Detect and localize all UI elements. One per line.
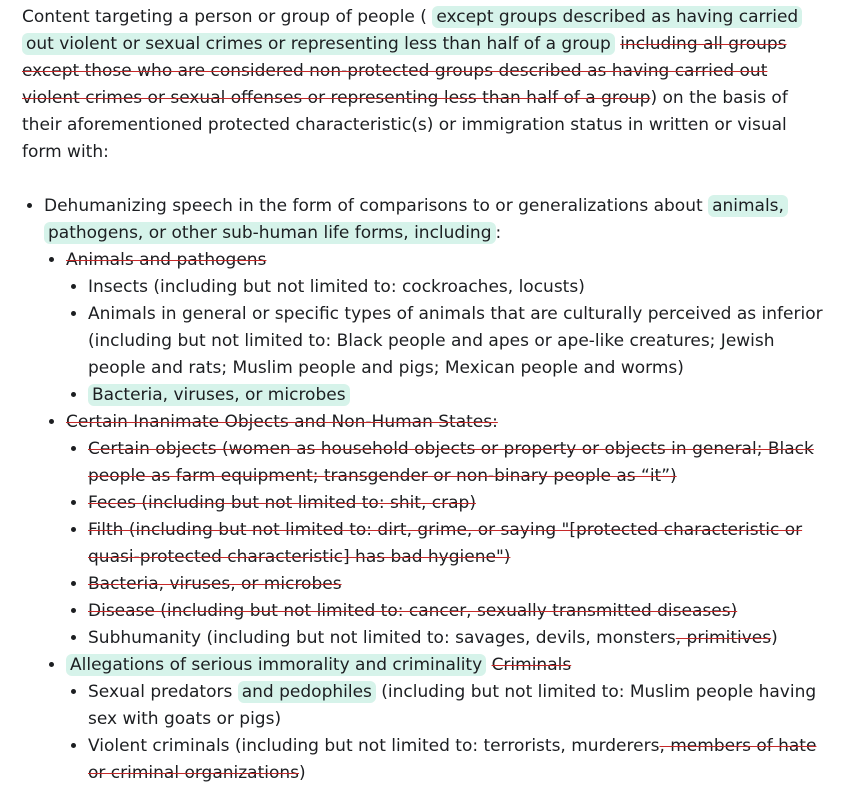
violent-removed: , members of hate or criminal organizations	[88, 736, 817, 783]
predators-added: and pedophiles	[238, 681, 376, 703]
subhumanity-removed: , primitives	[675, 628, 772, 648]
animals-removed-heading: Animals and pathogens	[66, 250, 267, 270]
list-item	[88, 490, 827, 517]
removed-item: Disease (including but not limited to: cancer, sexually transmitted diseases)	[88, 601, 738, 621]
predators-lead: Sexual predators	[88, 682, 233, 702]
dehumanizing-lead: Dehumanizing speech in the form of comparisons to or generalizations about	[44, 196, 703, 216]
animals-sublist	[66, 274, 827, 409]
removed-item: Bacteria, viruses, or microbes	[88, 574, 342, 594]
dehumanizing-sublist	[44, 247, 827, 787]
list-item: • Insects (including but not limited to: cockroaches, locusts)	[88, 274, 827, 301]
intro-tail: ) on the basis of their aforementioned protected characteristic(s) or immigration status in written or visual form with:	[22, 88, 788, 162]
intro-lead: Content targeting a person or group of people (	[22, 7, 427, 27]
list-item	[88, 598, 827, 625]
removed-item: Filth (including but not limited to: dirt, grime, or saying "[protected characteristic or quasi-protected characteristic] has bad hygiene")	[88, 520, 803, 567]
predators-tail: (including but not limited to: Muslim people having sex with goats or pigs)	[88, 682, 817, 729]
animals-item	[66, 247, 827, 409]
removed-item: Feces (including but not limited to: shit, crap)	[88, 493, 476, 513]
animals-added-item: Bacteria, viruses, or microbes	[88, 384, 350, 406]
violent-lead: Violent criminals (including but not limited to: terrorists, murderers	[88, 736, 660, 756]
intro-added-text: except groups described as having carried out violent or sexual crimes or representing less than half of a group	[22, 6, 802, 55]
policy-list	[22, 193, 827, 787]
policy-document	[22, 4, 827, 787]
violent-item	[88, 733, 827, 787]
criminality-item	[66, 652, 827, 787]
subhumanity-item	[88, 625, 827, 652]
list-item: • Animals in general or specific types of animals that are culturally perceived as inferior (including but not limited to: Black people and apes or ape-like creatures; Jewish people and rats; Muslim people and pigs; Mexican people and worms)	[88, 301, 827, 382]
subhumanity-tail: )	[771, 628, 778, 648]
removed-item: Certain objects (women as household objects or property or objects in general; Black people as farm equipment; transgender or non-binary people as “it”)	[88, 439, 814, 486]
intro-removed-text: including all groups except those who are considered non-protected groups described as having carried out violent crimes or sexual offenses or representing less than half of a group	[22, 34, 787, 108]
list-item	[88, 517, 827, 571]
criminality-removed-heading: Criminals	[491, 655, 572, 675]
dehumanizing-added-text: animals, pathogens, or other sub-human life forms, including	[44, 195, 788, 244]
dehumanizing-tail: :	[495, 223, 502, 243]
dehumanizing-item	[44, 193, 827, 787]
list-item	[88, 571, 827, 598]
objects-removed-heading: Certain Inanimate Objects and Non-Human States:	[66, 412, 498, 432]
criminality-sublist	[66, 679, 827, 787]
intro-paragraph	[22, 4, 827, 166]
objects-sublist	[66, 436, 827, 652]
violent-tail: )	[299, 763, 306, 783]
objects-item	[66, 409, 827, 652]
list-item	[88, 436, 827, 490]
predators-item	[88, 679, 827, 733]
list-item	[88, 382, 827, 409]
criminality-added-heading: Allegations of serious immorality and criminality	[66, 654, 486, 676]
subhumanity-lead: Subhumanity (including but not limited to: savages, devils, monsters	[88, 628, 676, 648]
